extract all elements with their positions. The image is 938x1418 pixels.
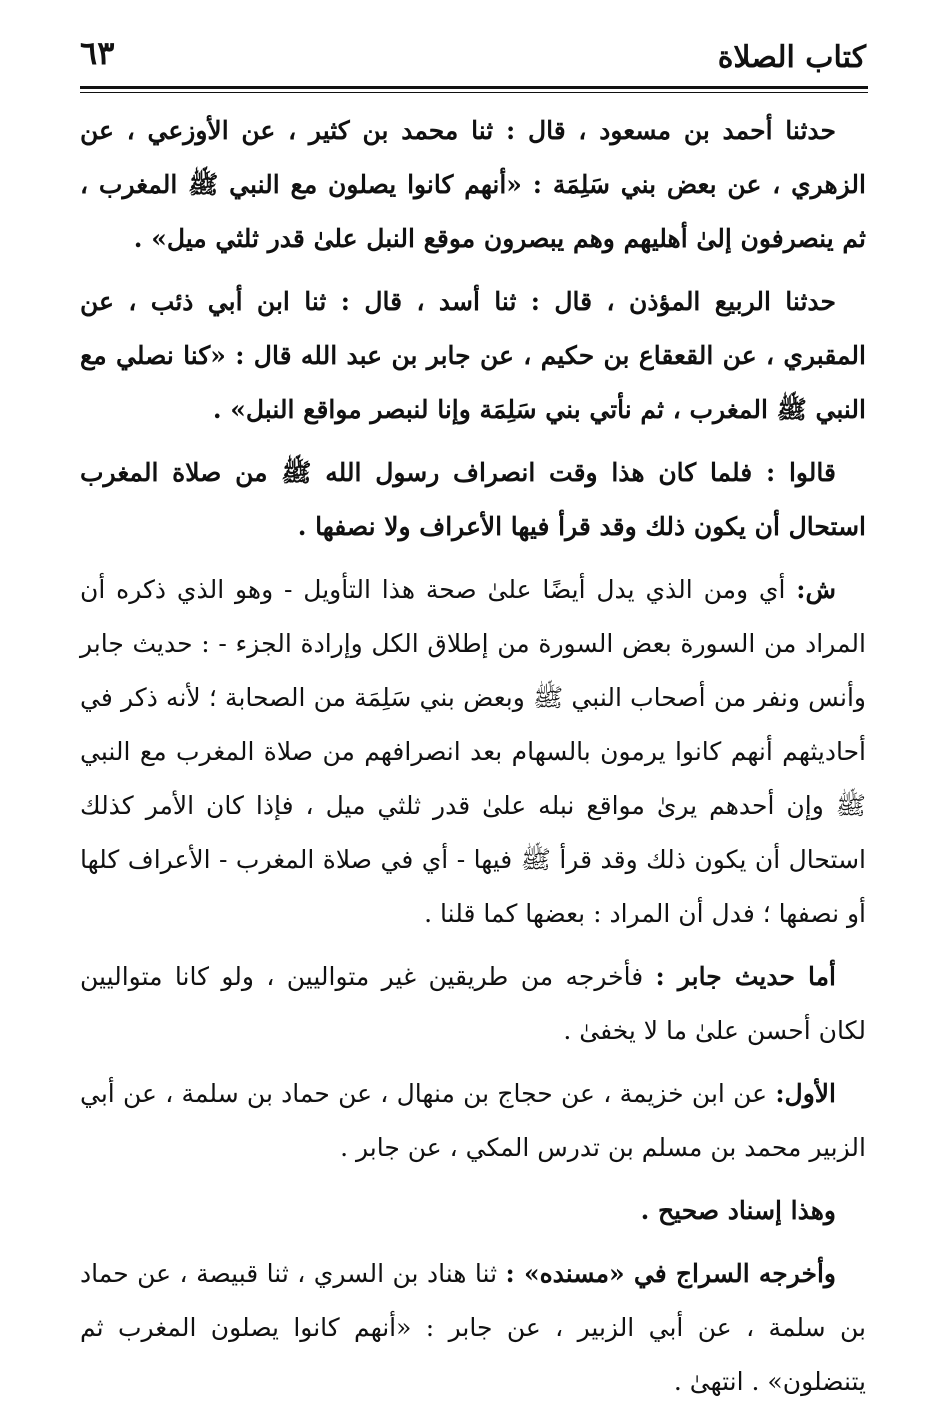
jabir-hadith-lead: أما حديث جابر : xyxy=(655,962,836,991)
commentary-text: أي ومن الذي يدل أيضًا علىٰ صحة هذا التأويل - وهو الذي ذكره أن المراد من السورة بعض السورة من إطلاق الكل وإرادة الجزء - : حديث جابر وأنس ونفر من أصحاب النبي ﷺ وبعض بني سَلِمَة من الصحابة ؛ لأنه ذكر في أحاديثهم أنهم كانوا يرمون بالسهام بعد انصرافهم من صلاة المغرب مع النبي ﷺ وإن أحدهم يرىٰ مواقع نبله علىٰ قدر ثلثي ميل ، فإذا كان الأمر كذلك استحال أن يكون ذلك وقد قرأ ﷺ فيها - أي في صلاة المغرب - الأعراف كلها أو نصفها ؛ فدل أن المراد : بعضها كما قلنا . xyxy=(80,575,866,928)
jabir-hadith-paragraph xyxy=(80,950,866,1058)
page-number: ٦٣ xyxy=(80,34,115,72)
first-route-text: عن ابن خزيمة ، عن حجاج بن منهال ، عن حماد بن سلمة ، عن أبي الزبير محمد بن مسلم بن تدرس المكي ، عن جابر . xyxy=(80,1079,866,1162)
chapter-title: كتاب الصلاة xyxy=(717,40,866,75)
first-route-lead: الأول: xyxy=(775,1079,836,1108)
jabir-hadith-text: فأخرجه من طريقين غير متواليين ، ولو كانا متواليين لكان أحسن علىٰ ما لا يخفىٰ . xyxy=(80,962,866,1045)
first-route-paragraph xyxy=(80,1067,866,1175)
sarraj-text: ثنا هناد بن السري ، ثنا قبيصة ، عن حماد بن سلمة ، عن أبي الزبير ، عن جابر : «أنهم كانوا يصلون المغرب ثم يتنضلون» . انتهىٰ . xyxy=(80,1259,866,1396)
sarraj-lead: وأخرجه السراج في «مسنده» : xyxy=(505,1259,836,1288)
isnad-verdict: وهذا إسناد صحيح . xyxy=(640,1196,836,1225)
page-header xyxy=(80,30,866,88)
hadith-paragraph-1: حدثنا أحمد بن مسعود ، قال : ثنا محمد بن كثير ، عن الأوزعي ، عن الزهري ، عن بعض بني سَلِمَة : «أنهم كانوا يصلون مع النبي ﷺ المغرب ، ثم ينصرفون إلىٰ أهليهم وهم يبصرون موقع النبل علىٰ قدر ثلثي ميل» . xyxy=(80,116,866,253)
hadith-paragraph-2: حدثنا الربيع المؤذن ، قال : ثنا أسد ، قال : ثنا ابن أبي ذئب ، عن المقبري ، عن القعقاع بن حكيم ، عن جابر بن عبد الله قال : «كنا نصلي مع النبي ﷺ المغرب ، ثم نأتي بني سَلِمَة وإنا لنبصر مواقع النبل» . xyxy=(80,287,866,424)
sarraj-paragraph xyxy=(80,1247,866,1409)
commentary-paragraph xyxy=(80,563,866,941)
argument-paragraph: قالوا : فلما كان هذا وقت انصراف رسول الله ﷺ من صلاة المغرب استحال أن يكون ذلك وقد قرأ فيها الأعراف ولا نصفها . xyxy=(80,458,866,541)
header-rule-thin xyxy=(80,92,868,93)
commentary-lead: ش: xyxy=(796,575,836,604)
header-rule-thick xyxy=(80,86,868,89)
page-body xyxy=(80,104,866,1418)
